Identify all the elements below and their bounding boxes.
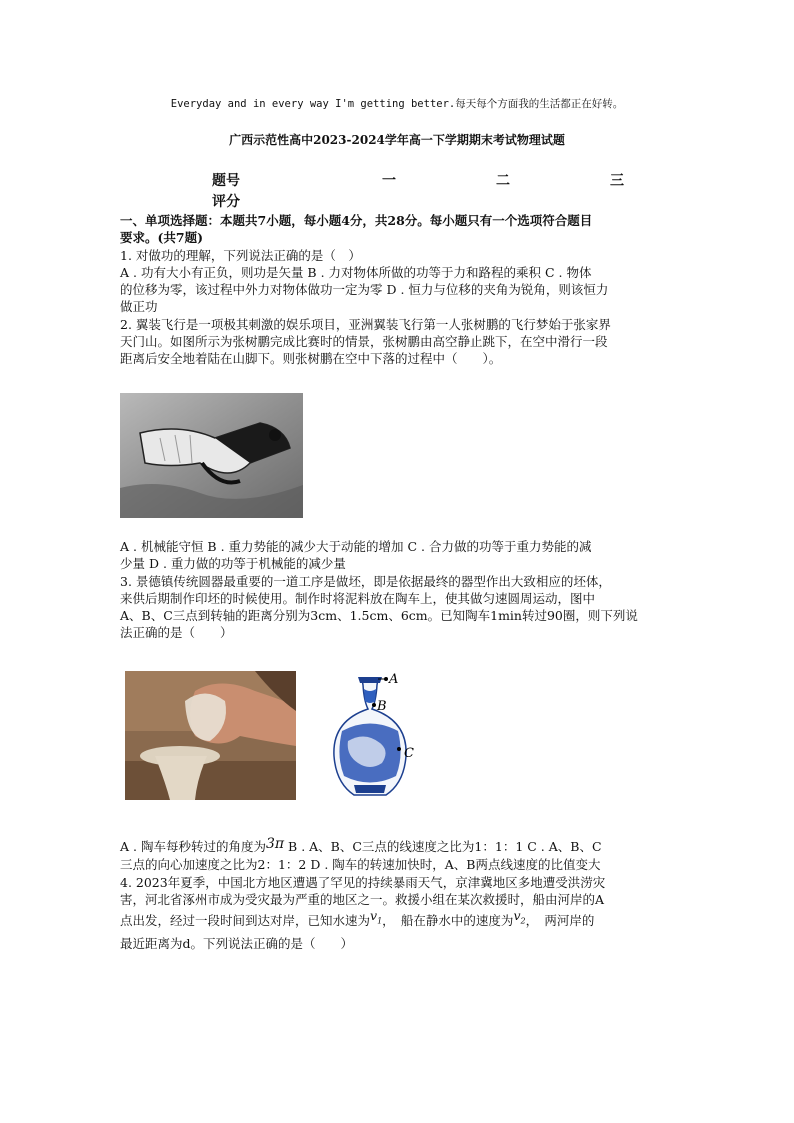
score-table-col-2: 二 bbox=[496, 173, 510, 189]
point-label-c: C bbox=[404, 746, 414, 761]
q3-stem-line: 法正确的是（ ） bbox=[120, 625, 233, 641]
block-q2-q3 bbox=[120, 538, 676, 642]
section-heading: 一、单项选择题：本题共7小题，每小题4分，共28分。每小题只有一个选项符合题目 bbox=[120, 213, 593, 228]
q3-stem-line: 3. 景德镇传统圆器最重要的一道工序是做坯，即是依据最终的器型作出大致相应的坯体， bbox=[120, 573, 611, 589]
pottery-wheel-photo bbox=[125, 671, 296, 800]
q4-stem-part: ， 两河岸的 bbox=[525, 913, 595, 929]
q4-stem-part: ， 船在静水中的速度为 bbox=[382, 913, 514, 929]
q4-stem-line: 最近距离为d。下列说法正确的是（ ） bbox=[120, 935, 354, 951]
q3-stem-line: 来供后期制作印坯的时候使用。制作时将泥料放在陶车上，使其做匀速圆周运动，图中 bbox=[120, 590, 596, 606]
water-speed-symbol: $v_1$ bbox=[370, 908, 383, 926]
block-q1-q2 bbox=[120, 212, 676, 368]
wingsuit-photo bbox=[120, 393, 303, 518]
q4-stem-part: 点出发，经过一段时间到达对岸，已知水速为 bbox=[120, 913, 371, 929]
page-header: Everyday and in every way I'm getting better.每天每个方面我的生活都正在好转。 bbox=[170, 98, 624, 110]
q2-stem-line: 天门山。如图所示为张树鹏完成比赛时的情景，张树鹏由高空静止跳下，在空中滑行一段 bbox=[120, 334, 608, 350]
q2-stem-line: 2. 翼装飞行是一项极其刺激的娱乐项目，亚洲翼装飞行第一人张树鹏的飞行梦始于张家界 bbox=[120, 316, 611, 332]
exam-title: 广西示范性高中2023-2024学年高一下学期期末考试物理试题 bbox=[229, 133, 565, 147]
score-table-score-label: 评分 bbox=[212, 194, 240, 210]
vase-diagram bbox=[320, 671, 430, 803]
q4-stem-line: 害，河北省涿州市成为受灾最为严重的地区之一。救援小组在某次救援时，船由河岸的A bbox=[120, 891, 605, 907]
q3-opt-bc-text: B . A、B、C三点的线速度之比为1：1：1 C . A、B、C bbox=[284, 839, 602, 854]
q4-stem-line bbox=[120, 908, 676, 935]
q1-options-line: A . 功有大小有正负，则功是矢量 B . 力对物体所做的功等于力和路程的乘积 C . 物体 bbox=[120, 264, 592, 280]
q2-stem-line: 距离后安全地着陆在山脚下。则张树鹏在空中下落的过程中（ ）。 bbox=[120, 351, 502, 367]
score-table-col-1: 一 bbox=[382, 173, 396, 189]
q4-stem-line: 4. 2023年夏季，中国北方地区遭遇了罕见的持续暴雨天气，京津冀地区多地遭受洪涝灾 bbox=[120, 874, 606, 890]
q3-options-line bbox=[120, 838, 676, 856]
section-heading-cont: 要求。(共7题) bbox=[120, 230, 204, 246]
boat-speed-symbol: $v_2$ bbox=[513, 908, 526, 926]
q3-opt-a-text: A . 陶车每秒转过的角度为 bbox=[120, 839, 266, 854]
q1-options-line: 做正功 bbox=[120, 299, 158, 315]
q2-options-line: A . 机械能守恒 B . 重力势能的减少大于动能的增加 C . 合力做的功等于重力势能的减 bbox=[120, 539, 592, 554]
q3-stem-line: A、B、C三点到转轴的距离分别为3cm、1.5cm、6cm。已知陶车1min转过90圈，则下列说 bbox=[120, 608, 638, 624]
angle-formula: 3π bbox=[265, 836, 285, 852]
q1-stem: 1. 对做功的理解，下列说法正确的是（ ） bbox=[120, 247, 361, 263]
q1-options-line: 的位移为零，该过程中外力对物体做功一定为零 D . 恒力与位移的夹角为锐角，则该恒力 bbox=[120, 282, 609, 298]
score-table-row-label: 题号 bbox=[212, 173, 240, 189]
block-q3-q4 bbox=[120, 838, 676, 952]
q2-options-line: 少量 D . 重力做的功等于机械能的减少量 bbox=[120, 556, 346, 572]
score-table-col-3: 三 bbox=[610, 173, 624, 189]
point-label-b: B bbox=[377, 699, 387, 714]
point-label-a: A bbox=[389, 672, 399, 687]
q3-options-line: 三点的向心加速度之比为2：1：2 D . 陶车的转速加快时，A、B两点线速度的比值变大 bbox=[120, 857, 601, 873]
